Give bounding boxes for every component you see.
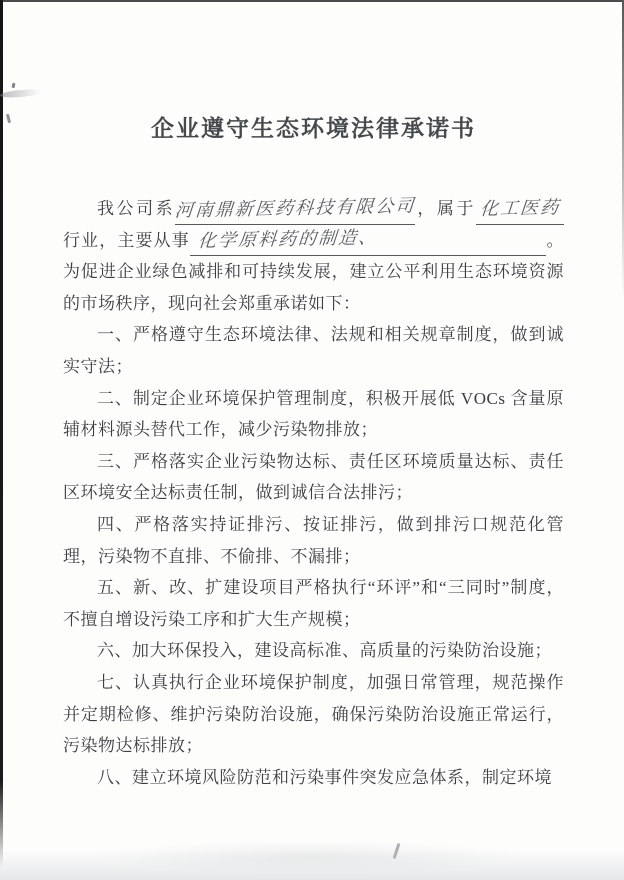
company-name-blank bbox=[175, 196, 415, 225]
intro-paragraph bbox=[63, 193, 564, 319]
scan-smudge-dot bbox=[12, 83, 16, 89]
commitment-item-4: 四、严格落实持证排污、按证排污，做到排污口规范化管理，污染物不直排、不偷排、不漏排； bbox=[63, 514, 564, 566]
scan-smudge-smear bbox=[0, 88, 42, 99]
intro-lead2: 主要从事 bbox=[117, 230, 190, 250]
intro-mid1: ，属于 bbox=[415, 199, 476, 218]
commitment-item-6: 六、加大环保投入，建设高标准、高质量的污染防治设施； bbox=[97, 641, 552, 661]
scan-smudge-tick bbox=[6, 114, 11, 123]
commitment-item-1: 一、严格遵守生态环境法律、法规和相关规章制度，做到诚实守法； bbox=[63, 325, 564, 376]
scan-edge-top bbox=[0, 0, 624, 2]
commitment-item-5: 五、新、改、扩建设项目严格执行“环评”和“三同时”制度，不擅自增设污染工序和扩大生产规模； bbox=[63, 578, 564, 629]
business-scope-blank bbox=[190, 227, 546, 256]
industry-blank bbox=[476, 196, 564, 225]
scan-edge-left bbox=[0, 0, 3, 868]
document-content bbox=[63, 110, 564, 793]
handwritten-industry: 化工医药 bbox=[479, 196, 562, 219]
intro-lead: 我公司系 bbox=[97, 199, 176, 218]
handwritten-business-scope: 化学原料药的制造、 bbox=[197, 227, 380, 252]
document-title: 企业遵守生态环境法律承诺书 bbox=[151, 115, 476, 141]
intro-mid2: 行业， bbox=[63, 230, 118, 250]
commitment-item-7: 七、认真执行企业环境保护制度，加强日常管理，规范操作并定期检修、维护污染防治设施，确保污染防治设施正常运行，污染物达标排放； bbox=[63, 672, 564, 756]
intro-tail: 。为促进企业绿色减排和可持续发展，建立公平利用生态环境资源的市场秩序，现向社会郑重承诺如下： bbox=[63, 230, 564, 313]
commitment-item-3: 三、严格落实企业污染物达标、责任区环境质量达标、责任区环境安全达标责任制，做到诚信合法排污； bbox=[63, 451, 564, 503]
commitment-item-8: 八、建立环境风险防范和污染事件突发应急体系，制定环境 bbox=[97, 767, 552, 787]
handwritten-company-name: 河南鼎新医药科技有限公司 bbox=[174, 195, 417, 221]
scan-shadow-bottom bbox=[0, 850, 624, 880]
commitment-item-2: 二、制定企业环境保护管理制度，积极开展低 VOCs 含量原辅材料源头替代工作，减少污染物排放； bbox=[63, 388, 564, 440]
